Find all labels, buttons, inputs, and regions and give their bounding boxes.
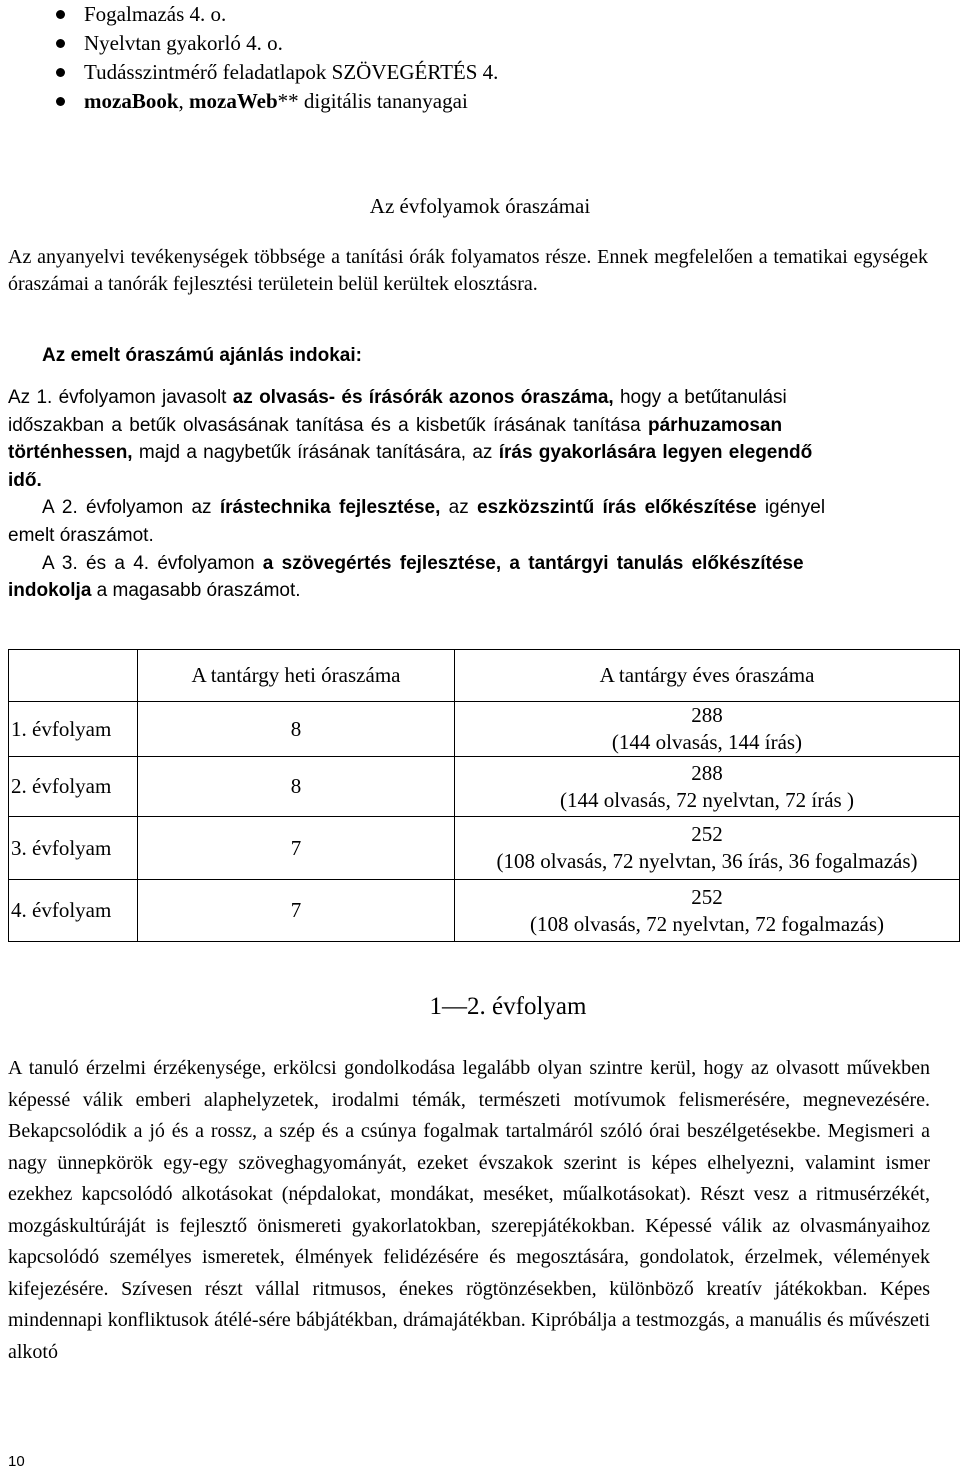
page-number: 10 [8, 1453, 25, 1470]
grade-cell: 1. évfolyam [9, 702, 138, 757]
list-item: Nyelvtan gyakorló 4. o. [52, 29, 498, 58]
intro-paragraph: Az anyanyelvi tevékenységek többsége a tanítási órák folyamatos része. Ennek megfelelően a tematikai egységek óraszámai a tanórák fejlesztési területein belül kerültek elosztásra. [8, 246, 928, 295]
grade-cell: 3. évfolyam [9, 817, 138, 880]
bullet-icon [56, 10, 65, 19]
yearly-cell: 288 (144 olvasás, 72 nyelvtan, 72 írás ) [455, 757, 960, 817]
bullet-icon [56, 68, 65, 77]
reasons-heading: Az emelt óraszámú ajánlás indokai: [42, 345, 362, 366]
hours-heading: Az évfolyamok óraszámai [369, 194, 591, 218]
list-item: Tudásszintmérő feladatlapok SZÖVEGÉRTÉS 4. [52, 58, 498, 87]
weekly-cell: 8 [138, 702, 455, 757]
list-item: Fogalmazás 4. o. [52, 0, 498, 29]
reasons-paragraph: Az 1. évfolyamon javasolt az olvasás- és írásórák azonos óraszáma, hogy a betűtanulási időszakban a betűk olvasásának tanítása és a kisbetűk írásának tanítása párhuzamosan történhessen, majd a nagybetűk írásának tanítására, az írás gyakorlására legyen elegendő idő. A 2. évfolyamon az írástechnika fejlesztése, az eszközszintű írás előkészítése igényel emelt óraszámot. A 3. és a 4. évfolyamon a szövegértés fejlesztése, a tantárgyi tanulás előkészítése indokolja a magasabb óraszámot. [8, 387, 826, 602]
yearly-cell: 252 (108 olvasás, 72 nyelvtan, 72 fogalmazás) [455, 880, 960, 942]
table-row [9, 702, 960, 757]
column-header-weekly: A tantárgy heti óraszáma [138, 650, 455, 702]
weekly-cell: 8 [138, 757, 455, 817]
yearly-cell: 288 (144 olvasás, 144 írás) [455, 702, 960, 757]
column-header-yearly: A tantárgy éves óraszáma [455, 650, 960, 702]
weekly-cell: 7 [138, 817, 455, 880]
weekly-cell: 7 [138, 880, 455, 942]
bullet-icon [56, 39, 65, 48]
bullet-icon [56, 97, 65, 106]
table-row [9, 757, 960, 817]
table-row [9, 880, 960, 942]
material-list [52, 0, 498, 116]
yearly-cell: 252 (108 olvasás, 72 nyelvtan, 36 írás, 36 fogalmazás) [455, 817, 960, 880]
list-item: mozaBook, mozaWeb** digitális tananyagai [52, 87, 498, 116]
section-title: 1—2. évfolyam [429, 993, 587, 1020]
grade-cell: 4. évfolyam [9, 880, 138, 942]
hours-table [8, 649, 960, 942]
grade-cell: 2. évfolyam [9, 757, 138, 817]
table-header-row [9, 650, 960, 702]
section-body: A tanuló érzelmi érzékenysége, erkölcsi gondolkodása legalább olyan szintre kerül, hogy az olvasott művekben képessé válik emberi alaphelyzetek, irodalmi témák, természeti motívumok felismerésére, megnevezésére. Bekapcsolódik a jó és a rossz, a szép és a csúnya fogalmak tartalmáról szóló órai beszélgetésekbe. Megismeri a nagy ünnepkörök egy-egy szöveghagyományát, ezeket évszakok szerint is képes elhelyezni, valamint ismer ezekhez kapcsolódó alkotásokat (népdalokat, mondákat, meséket, műalkotásokat). Részt vesz a ritmusérzékét, mozgáskultúráját is fejlesztő önismereti gyakorlatokban, szerepjátékokban. Képessé válik az olvasmányaihoz kapcsolódó személyes ismeretek, élmények felidézésére és megosztására, gondolatok, érzelmek, vélemények kifejezésére. Szívesen részt vállal ritmusos, énekes rögtönzésekben, különböző kreatív játékokban. Képes mindennapi konfliktusok átélé-sére bábjátékban, drámajátékban. Kipróbálja a testmozgás, a manuális és művészeti alkotó [8, 1057, 930, 1363]
table-row [9, 817, 960, 880]
